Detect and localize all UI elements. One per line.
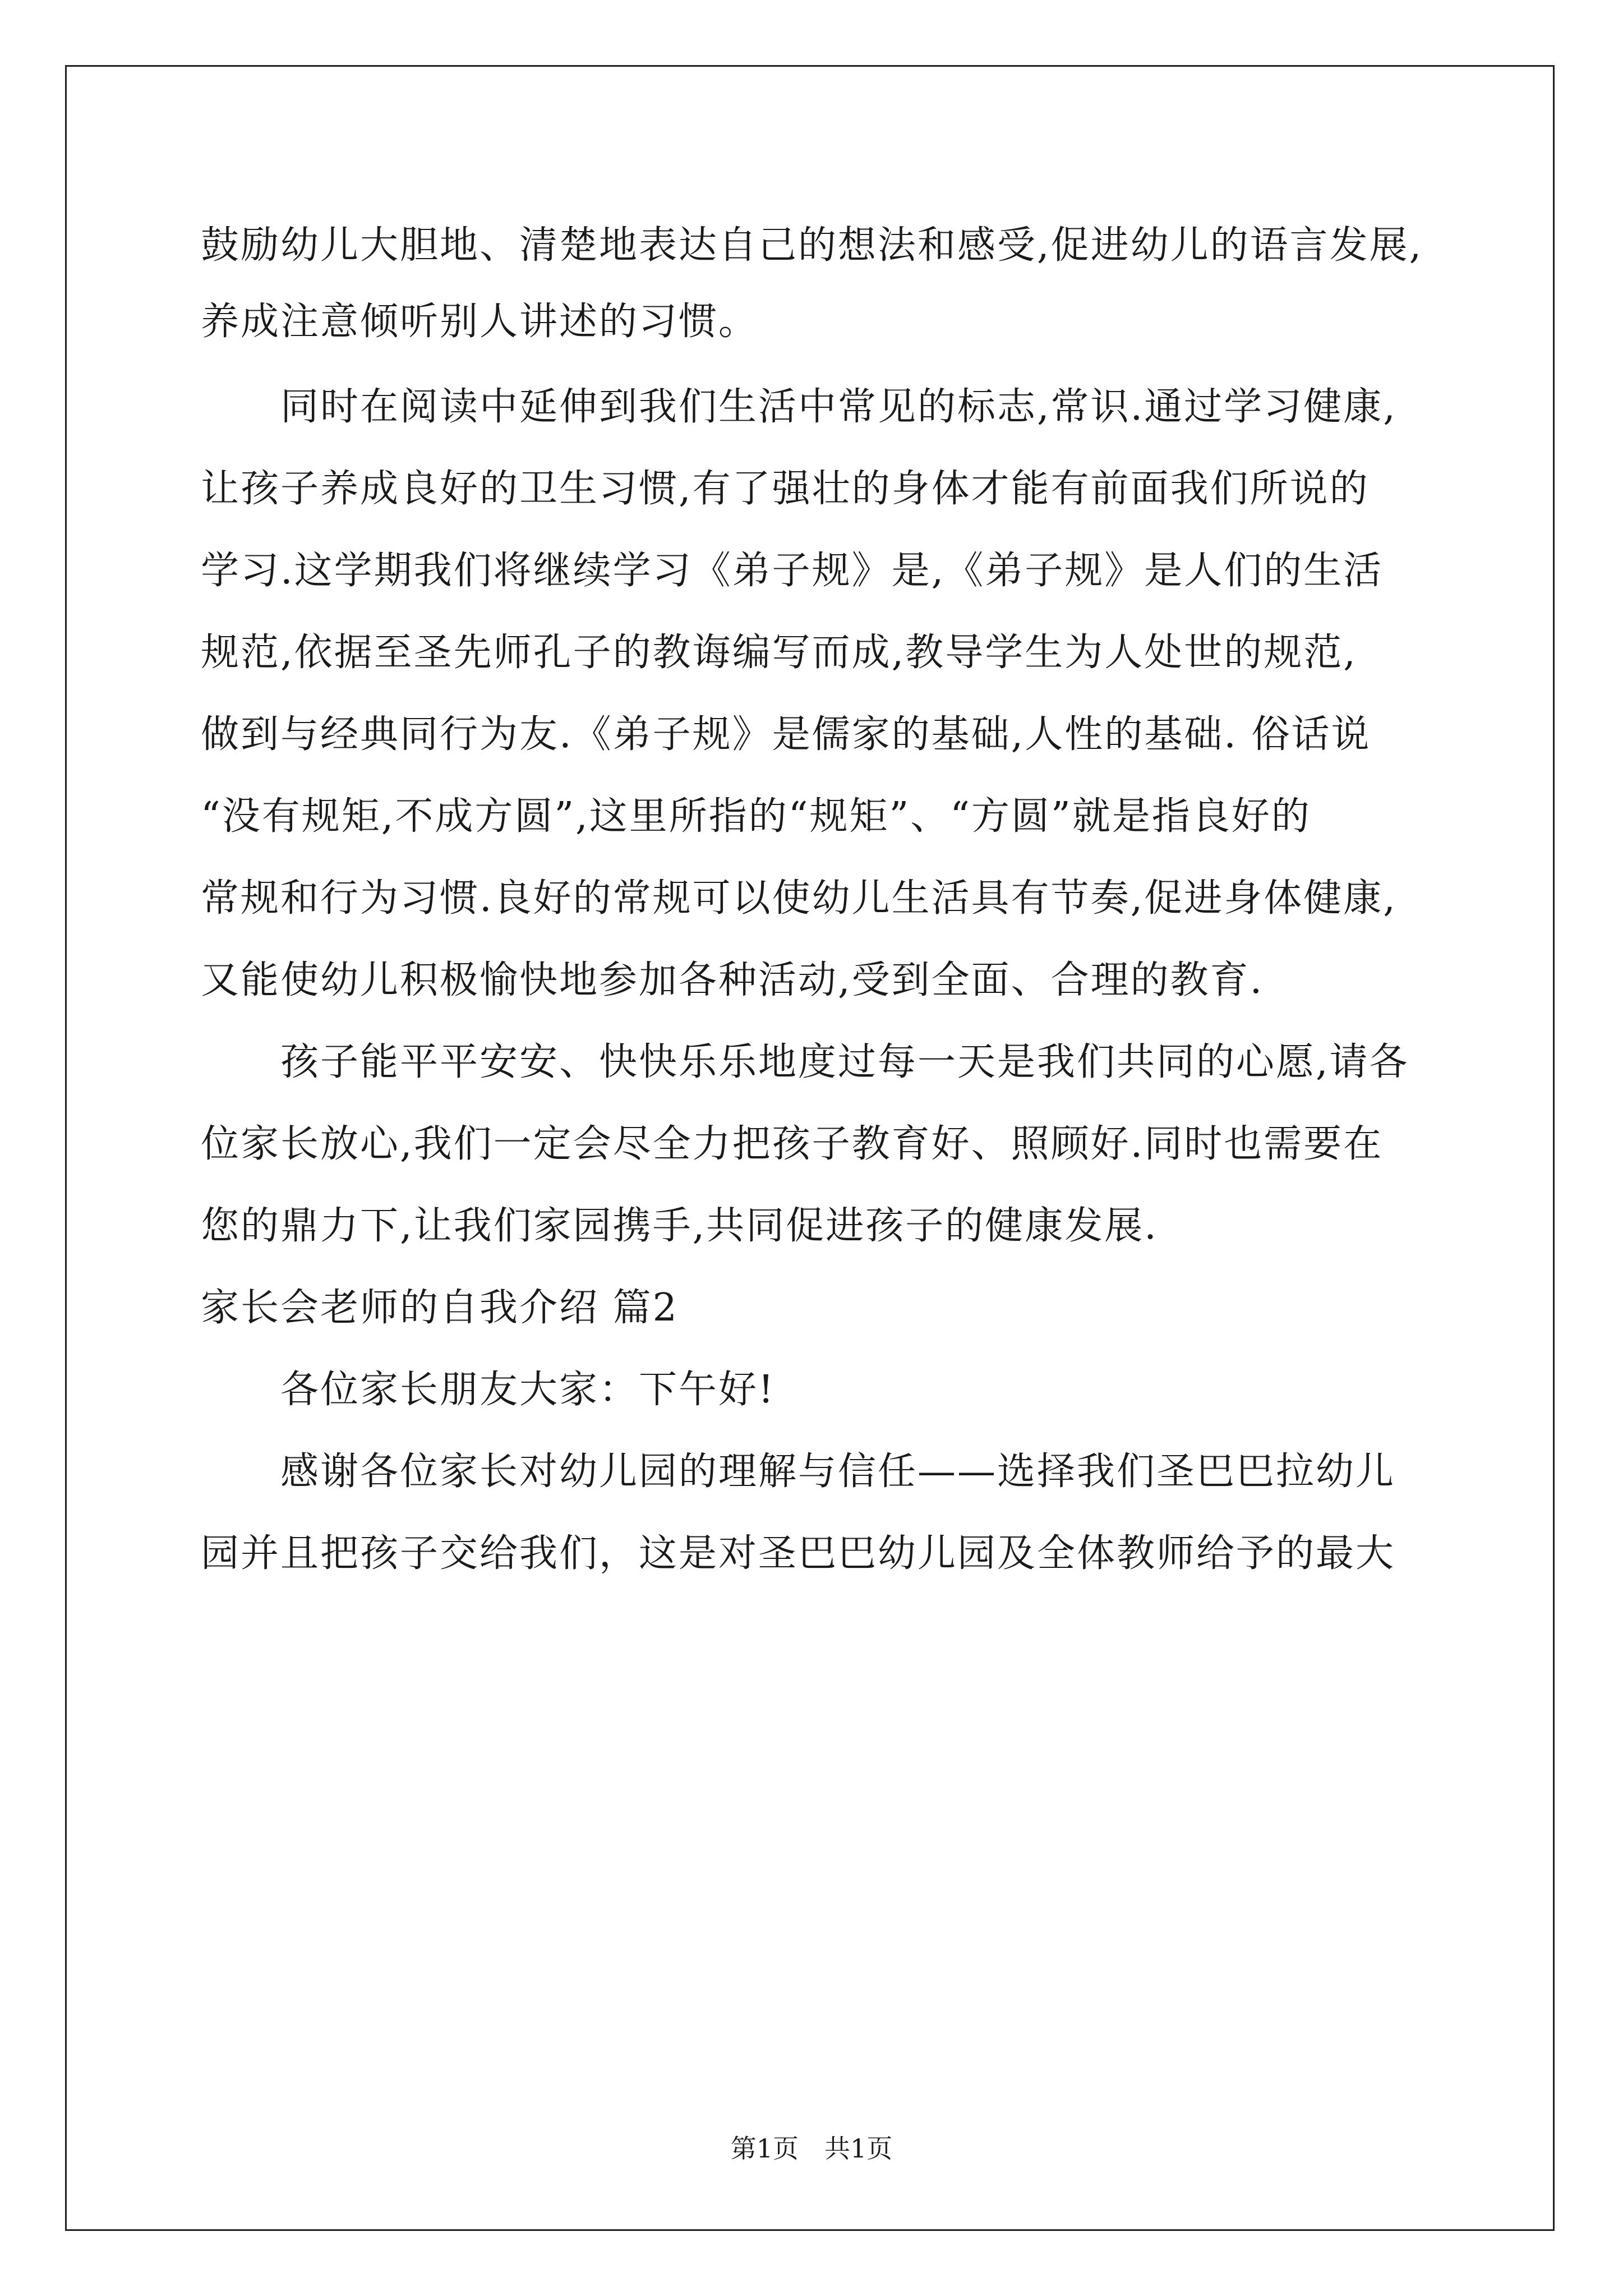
body-line-13: 您的鼎力下,让我们家园携手,共同促进孩子的健康发展. [201,1204,1158,1248]
body-line-4: 让孩子养成良好的卫生习惯,有了强壮的身体才能有前面我们所说的 [201,467,1370,511]
body-line-16: 感谢各位家长对幼儿园的理解与信任——选择我们圣巴巴拉幼儿 [280,1450,1396,1494]
body-line-5: 学习.这学期我们将继续学习《弟子规》是,《弟子规》是人们的生活 [201,549,1384,593]
body-line-17: 园并且把孩子交给我们，这是对圣巴巴幼儿园及全体教师给予的最大 [201,1531,1396,1576]
body-line-6: 规范,依据至圣先师孔子的教诲编写而成,教导学生为人处世的规范, [201,631,1357,675]
body-line-12: 位家长放心,我们一定会尽全力把孩子教育好、照顾好.同时也需要在 [201,1122,1384,1166]
body-line-9: 常规和行为习惯.良好的常规可以使幼儿生活具有节奏,促进身体健康, [201,876,1397,921]
body-line-3: 同时在阅读中延伸到我们生活中常见的标志,常识.通过学习健康, [280,385,1397,429]
body-line-8: “没有规矩,不成方圆”,这里所指的“规矩”、“方圆”就是指良好的 [201,794,1311,839]
section-heading: 家长会老师的自我介绍 篇2 [201,1286,679,1330]
body-line-10: 又能使幼儿积极愉快地参加各种活动,受到全面、合理的教育. [201,958,1264,1002]
body-line-1: 鼓励幼儿大胆地、清楚地表达自己的想法和感受,促进幼儿的语言发展, [201,223,1423,268]
body-line-7: 做到与经典同行为友.《弟子规》是儒家的基础,人性的基础. 俗话说 [201,712,1371,757]
body-line-2: 养成注意倾听别人讲述的习惯。 [201,300,759,344]
page-footer: 第1页 共1页 [730,2133,893,2164]
body-line-15: 各位家长朋友大家：下午好! [280,1368,776,1412]
body-line-11: 孩子能平平安安、快快乐乐地度过每一天是我们共同的心愿,请各 [280,1040,1409,1084]
